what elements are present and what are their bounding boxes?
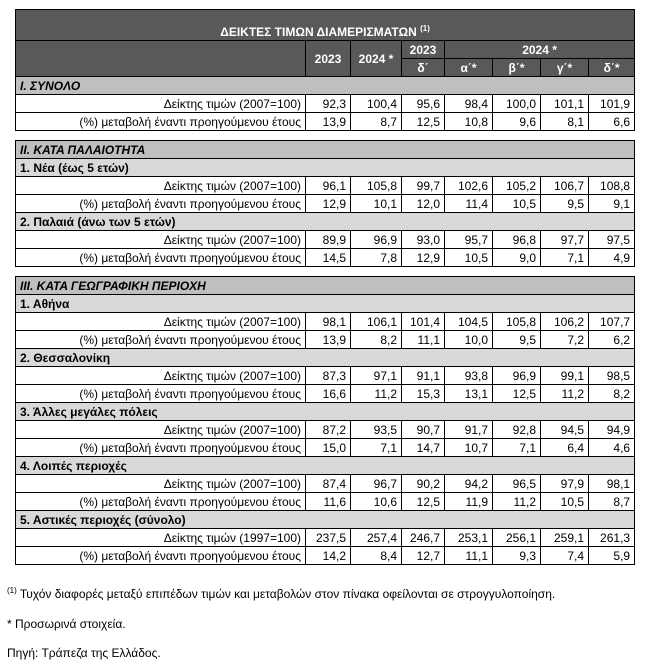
header-2024-quarter-year: 2024 * [445, 41, 635, 59]
value-cell: 11,2 [493, 493, 541, 511]
value-cell: 12,9 [402, 249, 445, 267]
value-cell: 14,7 [402, 439, 445, 457]
row-label: Δείκτης τιμών (2007=100) [16, 421, 306, 439]
value-cell: 6,6 [589, 113, 635, 131]
row-label: (%) μεταβολή έναντι προηγούμενου έτους [16, 331, 306, 349]
value-cell: 253,1 [445, 529, 493, 547]
value-cell: 102,6 [445, 177, 493, 195]
header-year-2023: 2023 [306, 41, 351, 77]
value-cell: 8,7 [589, 493, 635, 511]
section-spacer [16, 131, 635, 141]
group-title: 3. Άλλες μεγάλες πόλεις [16, 403, 635, 421]
value-cell: 7,1 [351, 439, 402, 457]
value-cell: 12,7 [402, 547, 445, 565]
value-cell: 106,1 [351, 313, 402, 331]
spacer-cell [16, 267, 635, 277]
value-cell: 6,4 [541, 439, 589, 457]
table-row [16, 367, 635, 385]
value-cell: 96,8 [493, 231, 541, 249]
section-title: ΙΙ. ΚΑΤΑ ΠΑΛΑΙΟΤΗΤΑ [16, 141, 635, 159]
value-cell: 13,1 [445, 385, 493, 403]
value-cell: 87,4 [306, 475, 351, 493]
group-title: 2. Παλαιά (άνω των 5 ετών) [16, 213, 635, 231]
value-cell: 8,7 [351, 113, 402, 131]
value-cell: 90,2 [402, 475, 445, 493]
value-cell: 12,5 [493, 385, 541, 403]
value-cell: 96,1 [306, 177, 351, 195]
value-cell: 98,4 [445, 95, 493, 113]
value-cell: 93,0 [402, 231, 445, 249]
value-cell: 91,7 [445, 421, 493, 439]
value-cell: 9,3 [493, 547, 541, 565]
header-2024-q1: α΄* [445, 59, 493, 77]
table-row [16, 547, 635, 565]
header-blank-cell [16, 41, 306, 77]
value-cell: 99,1 [541, 367, 589, 385]
value-cell: 96,7 [351, 475, 402, 493]
value-cell: 10,6 [351, 493, 402, 511]
table-row [16, 313, 635, 331]
section-spacer [16, 267, 635, 277]
table-row [16, 231, 635, 249]
section-header-row [16, 77, 635, 95]
value-cell: 8,2 [351, 331, 402, 349]
value-cell: 15,3 [402, 385, 445, 403]
value-cell: 10,5 [445, 249, 493, 267]
value-cell: 94,2 [445, 475, 493, 493]
value-cell: 100,4 [351, 95, 402, 113]
group-title: 1. Νέα (έως 5 ετών) [16, 159, 635, 177]
value-cell: 97,9 [541, 475, 589, 493]
header-2023-quarter-year: 2023 [402, 41, 445, 59]
price-index-table [15, 9, 635, 565]
group-header-row [16, 403, 635, 421]
value-cell: 99,7 [402, 177, 445, 195]
value-cell: 104,5 [445, 313, 493, 331]
footnote-rounding: $^{(1)}$ Τυχόν διαφορές μεταξύ επιπέδων τιμών και μεταβολών στον πίνακα οφείλονται σε στρογγυλοποίηση. [7, 586, 556, 601]
table-row [16, 95, 635, 113]
row-label: Δείκτης τιμών (2007=100) [16, 313, 306, 331]
table-row [16, 177, 635, 195]
value-cell: 107,7 [589, 313, 635, 331]
value-cell: 6,2 [589, 331, 635, 349]
value-cell: 98,1 [589, 475, 635, 493]
row-label: (%) μεταβολή έναντι προηγούμενου έτους [16, 249, 306, 267]
value-cell: 8,4 [351, 547, 402, 565]
value-cell: 93,5 [351, 421, 402, 439]
header-2024-q4: δ΄* [589, 59, 635, 77]
value-cell: 15,0 [306, 439, 351, 457]
value-cell: 97,1 [351, 367, 402, 385]
value-cell: 94,9 [589, 421, 635, 439]
group-title: 1. Αθήνα [16, 295, 635, 313]
value-cell: 93,8 [445, 367, 493, 385]
value-cell: 106,7 [541, 177, 589, 195]
value-cell: 11,4 [445, 195, 493, 213]
spacer-cell [16, 131, 635, 141]
row-label: (%) μεταβολή έναντι προηγούμενου έτους [16, 439, 306, 457]
table-row [16, 529, 635, 547]
value-cell: 90,7 [402, 421, 445, 439]
header-2024-q2: β΄* [493, 59, 541, 77]
group-header-row [16, 295, 635, 313]
value-cell: 9,1 [589, 195, 635, 213]
table-row [16, 421, 635, 439]
value-cell: 98,5 [589, 367, 635, 385]
header-2024-q3: γ΄* [541, 59, 589, 77]
table-row [16, 113, 635, 131]
value-cell: 12,5 [402, 493, 445, 511]
table-row [16, 249, 635, 267]
row-label: Δείκτης τιμών (2007=100) [16, 367, 306, 385]
value-cell: 7,8 [351, 249, 402, 267]
value-cell: 101,4 [402, 313, 445, 331]
value-cell: 95,6 [402, 95, 445, 113]
value-cell: 11,6 [306, 493, 351, 511]
value-cell: 9,5 [541, 195, 589, 213]
group-header-row [16, 457, 635, 475]
value-cell: 7,4 [541, 547, 589, 565]
value-cell: 5,9 [589, 547, 635, 565]
row-label: Δείκτης τιμών (2007=100) [16, 95, 306, 113]
value-cell: 10,5 [493, 195, 541, 213]
value-cell: 12,0 [402, 195, 445, 213]
value-cell: 101,9 [589, 95, 635, 113]
group-header-row [16, 213, 635, 231]
value-cell: 105,2 [493, 177, 541, 195]
section-title: ΙΙΙ. ΚΑΤΑ ΓΕΩΓΡΑΦΙΚΗ ΠΕΡΙΟΧΗ [16, 277, 635, 295]
row-label: (%) μεταβολή έναντι προηγούμενου έτους [16, 493, 306, 511]
value-cell: 261,3 [589, 529, 635, 547]
value-cell: 96,9 [493, 367, 541, 385]
value-cell: 11,1 [402, 331, 445, 349]
value-cell: 105,8 [351, 177, 402, 195]
section-header-row [16, 277, 635, 295]
value-cell: 8,2 [589, 385, 635, 403]
value-cell: 11,2 [541, 385, 589, 403]
row-label: Δείκτης τιμών (2007=100) [16, 475, 306, 493]
row-label: Δείκτης τιμών (1997=100) [16, 529, 306, 547]
value-cell: 257,4 [351, 529, 402, 547]
section-title: Ι. ΣΥΝΟΛΟ [16, 77, 635, 95]
value-cell: 9,6 [493, 113, 541, 131]
value-cell: 98,1 [306, 313, 351, 331]
value-cell: 10,0 [445, 331, 493, 349]
value-cell: 237,5 [306, 529, 351, 547]
value-cell: 105,8 [493, 313, 541, 331]
value-cell: 95,7 [445, 231, 493, 249]
row-label: Δείκτης τιμών (2007=100) [16, 177, 306, 195]
value-cell: 7,2 [541, 331, 589, 349]
value-cell: 89,9 [306, 231, 351, 249]
value-cell: 10,7 [445, 439, 493, 457]
value-cell: 246,7 [402, 529, 445, 547]
value-cell: 12,9 [306, 195, 351, 213]
group-title: 5. Αστικές περιοχές (σύνολο) [16, 511, 635, 529]
table-row [16, 475, 635, 493]
value-cell: 7,1 [541, 249, 589, 267]
value-cell: 11,2 [351, 385, 402, 403]
value-cell: 94,5 [541, 421, 589, 439]
row-label: Δείκτης τιμών (2007=100) [16, 231, 306, 249]
footnote-provisional: * Προσωρινά στοιχεία. [7, 617, 126, 631]
value-cell: 16,6 [306, 385, 351, 403]
value-cell: 91,1 [402, 367, 445, 385]
value-cell: 108,8 [589, 177, 635, 195]
value-cell: 12,5 [402, 113, 445, 131]
value-cell: 96,5 [493, 475, 541, 493]
row-label: (%) μεταβολή έναντι προηγούμενου έτους [16, 113, 306, 131]
value-cell: 10,5 [541, 493, 589, 511]
value-cell: 13,9 [306, 331, 351, 349]
title-footnote-mark: (1) [420, 24, 430, 33]
value-cell: 14,2 [306, 547, 351, 565]
table-row [16, 439, 635, 457]
group-title: 2. Θεσσαλονίκη [16, 349, 635, 367]
value-cell: 13,9 [306, 113, 351, 131]
value-cell: 101,1 [541, 95, 589, 113]
value-cell: 87,2 [306, 421, 351, 439]
value-cell: 97,7 [541, 231, 589, 249]
row-label: (%) μεταβολή έναντι προηγούμενου έτους [16, 195, 306, 213]
header-year-2024: 2024 * [351, 41, 402, 77]
header-2023-q4: δ΄ [402, 59, 445, 77]
table-title: ΔΕΙΚΤΕΣ ΤΙΜΩΝ ΔΙΑΜΕΡΙΣΜΑΤΩΝ $^{(1)}$ [16, 10, 635, 41]
table-row [16, 331, 635, 349]
group-header-row [16, 159, 635, 177]
value-cell: 106,2 [541, 313, 589, 331]
value-cell: 92,8 [493, 421, 541, 439]
value-cell: 92,3 [306, 95, 351, 113]
table-row [16, 493, 635, 511]
source-note: Πηγή: Τράπεζα της Ελλάδος. [7, 646, 161, 660]
value-cell: 4,6 [589, 439, 635, 457]
row-label: (%) μεταβολή έναντι προηγούμενου έτους [16, 547, 306, 565]
value-cell: 96,9 [351, 231, 402, 249]
group-header-row [16, 349, 635, 367]
value-cell: 9,0 [493, 249, 541, 267]
value-cell: 10,1 [351, 195, 402, 213]
row-label: (%) μεταβολή έναντι προηγούμενου έτους [16, 385, 306, 403]
value-cell: 97,5 [589, 231, 635, 249]
group-title: 4. Λοιπές περιοχές [16, 457, 635, 475]
value-cell: 11,1 [445, 547, 493, 565]
value-cell: 256,1 [493, 529, 541, 547]
footnote-mark: (1) [7, 586, 17, 595]
table-row [16, 195, 635, 213]
value-cell: 7,1 [493, 439, 541, 457]
group-header-row [16, 511, 635, 529]
value-cell: 11,9 [445, 493, 493, 511]
value-cell: 100,0 [493, 95, 541, 113]
value-cell: 8,1 [541, 113, 589, 131]
value-cell: 9,5 [493, 331, 541, 349]
value-cell: 4,9 [589, 249, 635, 267]
value-cell: 87,3 [306, 367, 351, 385]
value-cell: 10,8 [445, 113, 493, 131]
value-cell: 14,5 [306, 249, 351, 267]
section-header-row [16, 141, 635, 159]
value-cell: 259,1 [541, 529, 589, 547]
table-row [16, 385, 635, 403]
